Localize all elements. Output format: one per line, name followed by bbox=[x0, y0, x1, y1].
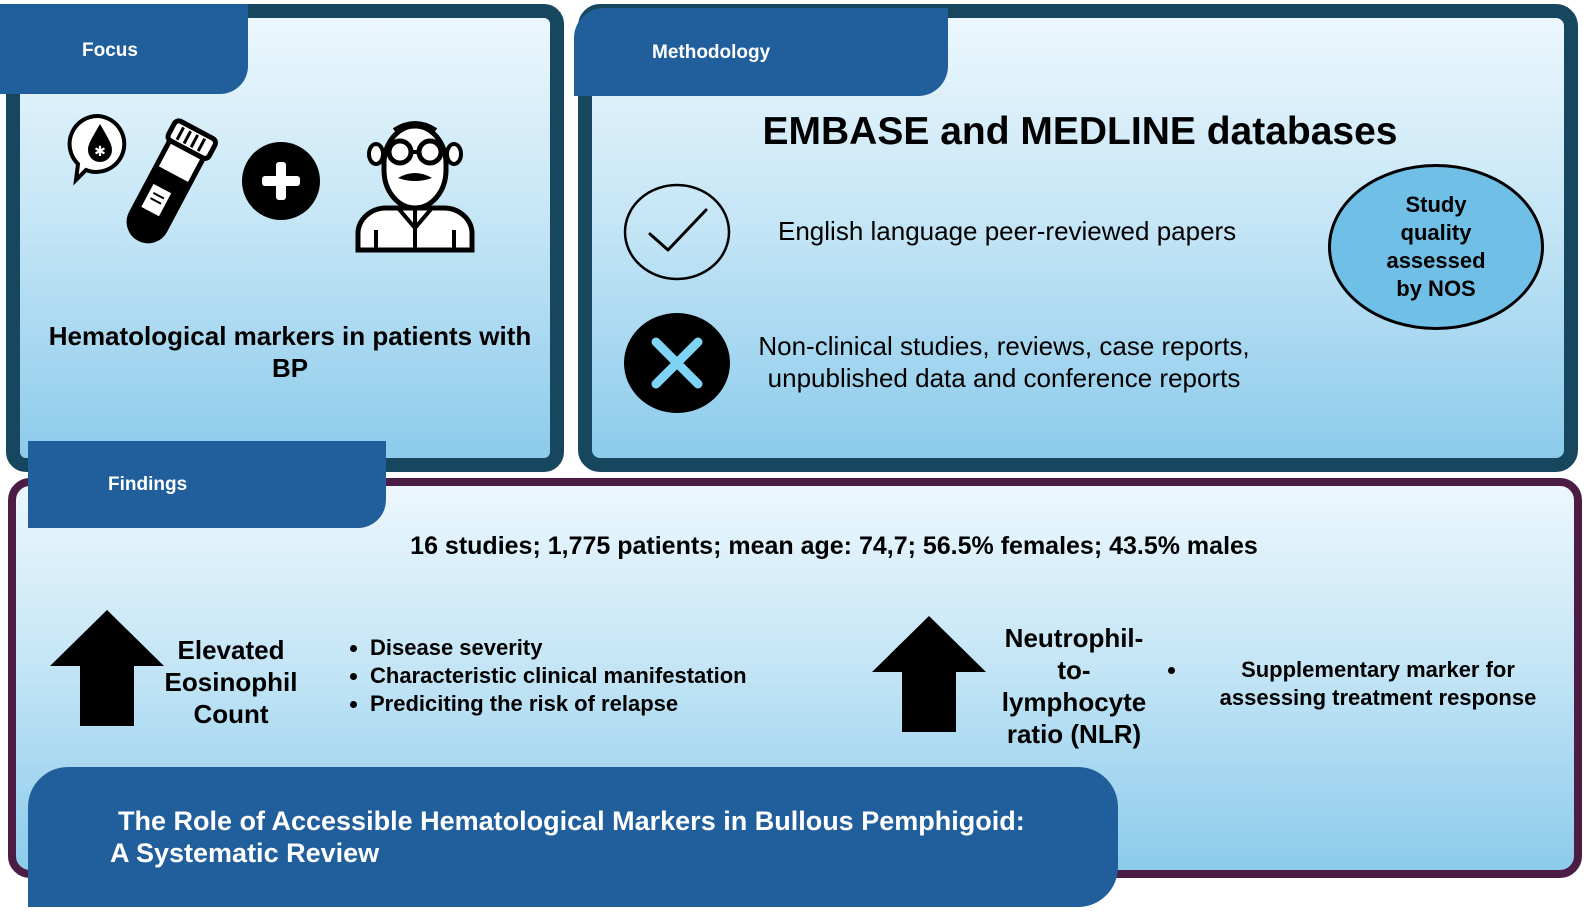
focus-caption: Hematological markers in patients with BP bbox=[48, 321, 532, 383]
quality-badge-text: Study quality assessed by NOS bbox=[1386, 192, 1486, 301]
include-criteria: English language peer-reviewed papers bbox=[778, 216, 1237, 246]
x-circle-icon bbox=[622, 312, 732, 414]
plus-icon bbox=[240, 140, 322, 222]
elderly-patient-icon bbox=[354, 104, 476, 254]
findings-tab: Findings bbox=[28, 441, 386, 528]
nlr-label: Neutrophil-to-lymphocyte ratio (NLR) bbox=[1001, 623, 1147, 749]
eosinophil-label: Elevated Eosinophil Count bbox=[164, 635, 298, 729]
focus-tab: Focus bbox=[0, 4, 248, 94]
eosinophil-point: • Prediciting the risk of relapse bbox=[370, 690, 850, 718]
title-banner bbox=[28, 767, 1118, 907]
nlr-point: • Supplementary marker for assessing treatment response bbox=[1188, 656, 1568, 712]
eosinophil-points bbox=[328, 634, 850, 718]
methodology-tab: Methodology bbox=[574, 8, 948, 96]
blood-sample-tube-icon bbox=[66, 106, 218, 254]
up-arrow-icon bbox=[870, 614, 988, 734]
exclude-criteria: Non-clinical studies, reviews, case reports, unpublished data and conference reports bbox=[758, 331, 1250, 393]
eosinophil-point: • Disease severity bbox=[370, 634, 850, 662]
check-circle-icon bbox=[622, 182, 732, 282]
svg-text:✱: ✱ bbox=[94, 144, 106, 160]
findings-summary: 16 studies; 1,775 patients; mean age: 74,7; 56.5% females; 43.5% males bbox=[410, 532, 1258, 560]
title-line-2: A Systematic Review bbox=[110, 838, 380, 868]
title-line-1: The Role of Accessible Hematological Markers in Bullous Pemphigoid: bbox=[118, 806, 1025, 836]
methodology-heading: EMBASE and MEDLINE databases bbox=[762, 110, 1398, 153]
quality-badge bbox=[1328, 164, 1544, 330]
eosinophil-point: • Characteristic clinical manifestation bbox=[370, 662, 850, 690]
up-arrow-icon bbox=[48, 608, 166, 728]
nlr-points bbox=[1170, 656, 1568, 712]
